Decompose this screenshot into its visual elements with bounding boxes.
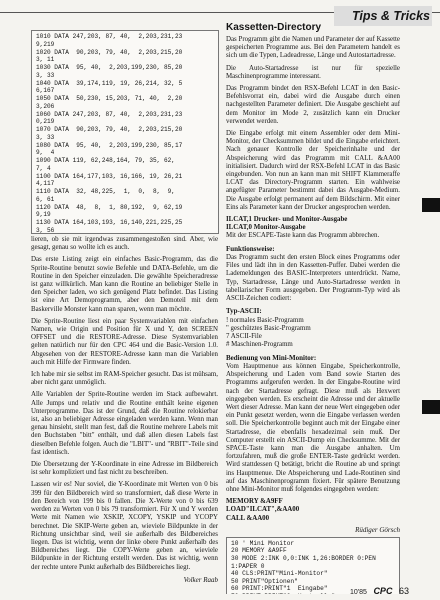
listing-line: 3,206 (36, 102, 55, 110)
paragraph: Das Programm gibt die Namen und Parameter der auf Kassette gespeicherten Programme aus. Bei den Parametern handelt es sich um die Typen, Ladeadresse, Länge und Autostartadresse. (226, 36, 400, 60)
code-line: 20 MEMORY &A9FF (231, 547, 287, 555)
article-heading: Kassetten-Directory (226, 22, 322, 33)
code-line: 30 MODE 2:INK 0,0:INK 1,26:BORDER 0:PEN (231, 554, 376, 562)
article-right-column (226, 22, 400, 594)
code-line: 60 PRINT:PRINT"1 Eingabe" (231, 585, 328, 593)
listing-line: 7, 4 (36, 164, 51, 172)
listing-line: 1060 DATA 247,203, 87, 40, 2,203,231,23 (36, 110, 183, 118)
program-type: " geschütztes Basic-Programm (226, 324, 311, 332)
listing-line: 1030 DATA 95, 40, 2,203,199,230, 85,20 (36, 64, 183, 71)
basic-listing (31, 30, 219, 234)
listing-line: 1120 DATA 48, 8, 1, 80,192, 9, 62,19 (36, 203, 183, 211)
types-label: Typ-ASCII: (226, 307, 262, 316)
program-type: # Maschinen-Programm (226, 341, 293, 349)
listing-line: 4,117 (36, 180, 55, 188)
code-line: 1:PAPER 0 (231, 562, 265, 570)
program-author: Rüdiger Görsch (355, 525, 400, 534)
listing-line: 0,219 (36, 118, 55, 126)
article-author: Volker Raab (183, 575, 218, 582)
page-number: 63 (398, 586, 409, 596)
paragraph: Die Übersetzung der Y-Koordinate in eine Adresse im Bildbereich ist sehr kompliziert und fast nicht zu beschreiben. (31, 461, 218, 477)
code-line: 10 ' Mini Monitor (231, 539, 295, 547)
listing-line: 1050 DATA 50,230, 15,203, 71, 40, 2,20 (36, 95, 183, 102)
listing-line: 1130 DATA 164,103,193, 16,140,221,225,25 (36, 219, 183, 226)
paragraph: lieren, ob sie mit irgendwas zusammengestoßen sind. Aber, wie gesagt, genau so wollte ich es auch. (31, 236, 218, 252)
listing-line: 3, 11 (36, 56, 55, 64)
listing-line: 1020 DATA 90,203, 79, 40, 2,203,215,20 (36, 48, 183, 56)
listing-line: 3, 33 (36, 71, 55, 79)
paragraph: Alle Variablen der Sprite-Routine werden im Stack aufbewahrt. Alle Jumps und relativ und die Routine enthält keine eigenen Unterprogramme. Das ist der Grund, daß die Routine relokierbar ist, also an beliebiger Adresse eingeladen werden kann. Wenn man genau hinsieht, stellt man fest, daß die Routine mehrere Labels mit den Buchstaben "bitt" enthält, und daß allen diesen Labels fast dieselben Befehle folgen. Auch die "LBIT"- und "RBIT"-Teile sind fast identisch. (31, 391, 218, 456)
page-footer (350, 585, 420, 597)
issue-date: 10'85 (350, 589, 367, 596)
section-title: Tips & Tricks (334, 6, 432, 26)
bedienung-label: Bedienung von Mini-Monitor: (226, 353, 317, 362)
paragraph: Die Auto-Startadresse ist nur für spezielle Maschinenprogramme interessant. (226, 64, 400, 80)
code-line: 50 PRINT"Optionen" (231, 577, 298, 585)
listing-line: 1040 DATA 39,174,119, 19, 26,214, 32, 5 (36, 79, 183, 87)
paragraph: Die Eingabe erfolgt mit einem Assembler oder dem Mini-Monitor, der Checksummen bildet und die Eingabe erleichtert. Nach genauer Kontrolle der Speicherinhalte und der Abspeicherung wird das Programm mit CALL &AA00 initialisiert. Dadurch wird der RSX-Befehl LCAT in das Basic eingebunden. Von nun an kann man mit SHIFT Klammeraffe LCAT das Directory-Programm starten. Ein wahlweise angefügter Parameter bestimmt dabei das Ausgabe-Medium. Die Ausgabe erfolgt permanent auf dem Bildschirm. Mit einer Eins als Parameter kann der Drucker angesprochen werden. (226, 130, 400, 211)
listing-line: 9,219 (36, 40, 55, 48)
load-command: CALL &AA00 (226, 514, 270, 522)
listing-line: 1110 DATA 32, 48,225, 1, 0, 8, 9, (36, 188, 175, 195)
listing-line: 1010 DATA 247,203, 87, 40, 2,203,231,23 (36, 33, 183, 40)
code-line: 40 CLS:PRINT"Mini-Monitor" (231, 570, 328, 578)
rsx-command: ILCAT,1 Drucker- und Monitor-Ausgabe (226, 216, 348, 224)
program-type: 7 ASCII-File (226, 333, 262, 341)
listing-line: 9,19 (36, 211, 51, 219)
funktionsweise-text: Das Programm sucht den ersten Block eines Programms oder Files und lädt ihn in den Kassetten-Puffer. Dabei werden die Lademeldungen des BASIC-Interpreters unterdrückt. Name, Typ, Startadresse, Länge und Auto-Startadresse werden in tabellarischer Form ausgegeben. Der Programm-Typ wird als ASCII-Zeichen codiert: (226, 254, 400, 303)
rsx-command: ILCAT,0 Monitor-Ausgabe (226, 224, 306, 232)
listing-line: 1080 DATA 95, 40, 2,203,199,230, 85,17 (36, 141, 183, 149)
paragraph: Die Sprite-Routine liest ein paar Systemvariablen mit einfachen Namen, wie Origin und Position für X und Y, den SCREEN OFFSET und die RESTORE-Adresse. Diese Systemvariablen gelten natürlich nur für den CPC 464 und die Basic-Version 1.0. Abgesehen von der RESTORE-Adresse kann man die Variablen auch mit Hilfe der Firmware finden. (31, 317, 218, 366)
listing-line: 1100 DATA 164,177,103, 16,166, 19, 26,21 (36, 172, 183, 180)
listing-line: 1090 DATA 119, 62,248,164, 79, 35, 62, (36, 157, 175, 164)
article-left-column (31, 236, 218, 582)
listing-line: 6,167 (36, 87, 55, 95)
load-command: LOAD"ILCAT",&AA00 (226, 506, 300, 514)
paragraph: Das Programm bindet den RSX-Befehl LCAT in den Basic-Befehlsvorrat ein, dabei wird die Ausgabe durch einen nachgestellten Parameter definiert. Die Ausgabe geschieht auf dem Monitor im Mode 2, zusätzlich kann ein Drucker verwendet werden. (226, 85, 400, 125)
escape-note: Mit der ESCAPE-Taste kann das Programm abbrechen. (226, 232, 380, 240)
funktionsweise-label: Funktionsweise: (226, 244, 275, 253)
load-command: MEMORY &A9FF (226, 498, 283, 506)
listing-line: 9, 4 (36, 149, 55, 157)
program-type: ! normales Basic-Programm (226, 316, 304, 324)
listing-line: 6, 61 (36, 195, 55, 203)
magazine-name: CPC (373, 586, 393, 596)
bedienung-text: Vom Hauptmenue aus können Eingabe, Speicherkontrolle, Abspeicherung und Laden vom Band sowie Starten des Programms aufgerufen werden. In der Eingabe-Routine wird nach der Startadresse gefragt. Diese muß als Hexwert eingegeben werden. Es erscheint die Adresse und der aktuelle Wert dieser Adresse. Man kann der neue Wert eingegeben oder ein Punkt gesetzt werden, wenn die Eingabe verlassen werden soll. Die Speicherkontrolle beginnt auch mit der Eingabe einer Startadresse, die ebenfalls hexadezimal sein muß. Der Computer erstellt ein ASCII-Dump ein Checksumme. Mit der SPACE-Taste kann man die Ausgabe anhalten. Um fortzufahren, muß die große ENTER-Taste gedrückt werden. Wird stattdessen Q betätigt, bricht die Routine ab und springt ins Hauptmenue. Die Abspeicherung und Lade-Routinen sind auf das Maschinenprogramm fixiert. Für spätere Benutzung ohne Mini-Monitor muß folgendes eingegeben werden: (226, 362, 400, 493)
listing-line: 1070 DATA 90,203, 79, 40, 2,203,215,20 (36, 126, 183, 133)
listing-line: 3, 33 (36, 133, 55, 141)
edge-tab-marker (422, 198, 440, 212)
paragraph: Lassen wir es! Nur soviel, die Y-Koordinate mit Werten von 0 bis 399 für den Bildbereich wird so transformiert, daß diese Werte in den Bereich von 199 bis 0 fallen. Die X-Werte von 0 bis 639 werden zu Werten von 0 bis 79 transformiert. Für X und Y werden Werte mit Namen wie XSKIP, XCOPY, YSKIP und YCOPY berechnet. Die SKIP-Werte geben an, wieviele Bildpunkte in der Richtung unsichtbar sind, weil sie außerhalb des Bildbereiches liegen. Das ist wichtig, wenn der linke obere Punkt außerhalb des Bildbereiches liegt. Die COPY-Werte geben an, wieviele Bildpunkte in der Richtung erstellt werden. Das ist wichtig, wenn der rechte untere Punkt außerhalb des Bildbereiches liegt. (31, 481, 218, 571)
paragraph: Das erste Listing zeigt ein einfaches Basic-Programm, das die Sprite-Routine benutzt sowie Befehle und DATA-Befehle, um die Routine in den Speicher einzuladen. Die gewählte Speicheradresse ist ganz willkürlich. Man kann die Routine an beliebiger Stelle in den Speicher laden, wo sich genügend Platz befindet. Das Listing ist eine Art Demoprogramm, aber den Demoteil mit dem Baskerville Monster kann man sparen, wenn man möchte. (31, 256, 218, 313)
listing-line: 3, 56 (36, 226, 55, 234)
paragraph: Ich habe mir sie selbst im RAM-Speicher gesucht. Das ist mühsam, aber nicht ganz unmöglich. (31, 371, 218, 387)
edge-tab-marker (422, 400, 440, 414)
